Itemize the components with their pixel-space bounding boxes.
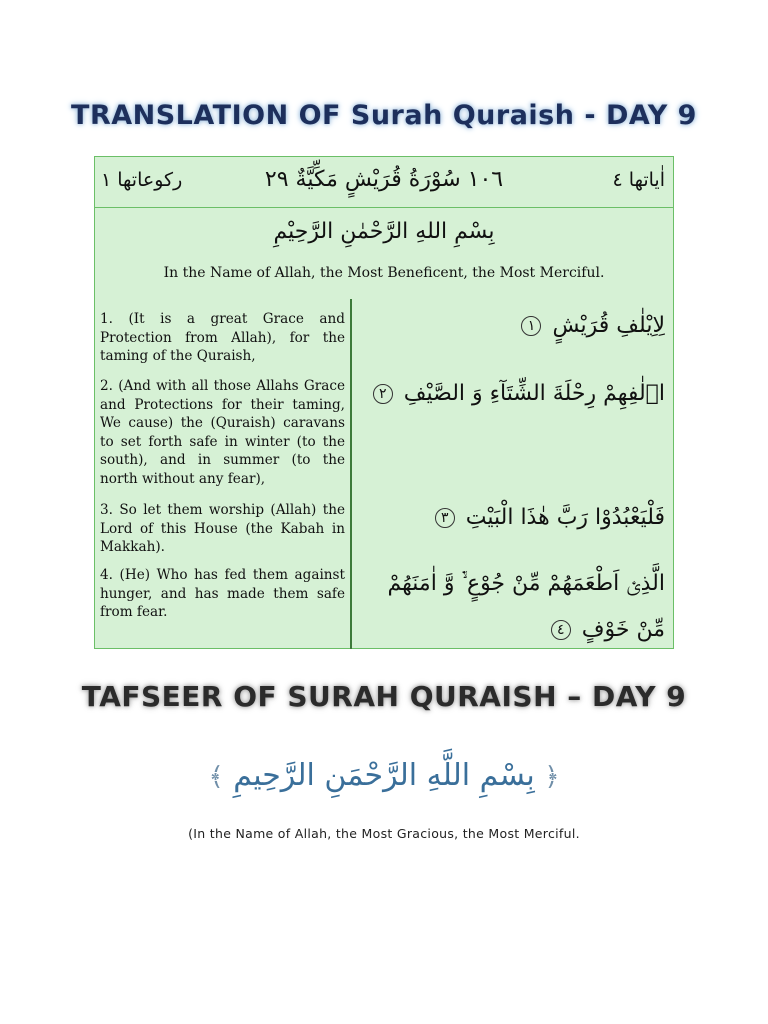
column-divider bbox=[350, 299, 352, 649]
surah-title-arabic: ١٠٦ سُوْرَةُ قُرَيْشٍ مَكِّيَّةٌ ٢٩ bbox=[264, 167, 504, 192]
verse-4-translation: 4. (He) Who has fed them against hunger, and has made them safe from fear. bbox=[100, 567, 345, 620]
verse-4-number: ٤ bbox=[551, 620, 571, 640]
verse-3-number: ٣ bbox=[435, 508, 455, 528]
verse-3-arabic bbox=[353, 501, 665, 535]
verse-3-translation: 3. So let them worship (Allah) the Lord of this House (the Kabah in Makkah). bbox=[100, 502, 345, 555]
verse-1-text: لِاِيْلٰفِ قُرَيْشٍ bbox=[552, 313, 665, 338]
tafseer-heading: TAFSEER OF SURAH QURAISH – DAY 9 bbox=[81, 680, 687, 713]
bismillah-large-text: بِسْمِ اللَّهِ الرَّحْمَنِ الرَّحِيمِ bbox=[233, 758, 535, 793]
rukus-count: ركوعاتها ١ bbox=[101, 169, 183, 191]
bismillah-caption: (In the Name of Allah, the Most Gracious, the Most Merciful. bbox=[188, 826, 580, 841]
verse-2-number: ٢ bbox=[373, 384, 393, 404]
verse-4-arabic bbox=[353, 561, 665, 653]
bismillah-arabic: بِسْمِ اللهِ الرَّحْمٰنِ الرَّحِيْمِ bbox=[273, 219, 495, 244]
bismillah-translation: In the Name of Allah, the Most Beneficent, the Most Merciful. bbox=[163, 265, 605, 281]
verse-2-arabic bbox=[353, 377, 665, 411]
verse-4-text: الَّذِیْۤ اَطْعَمَهُمْ مِّنْ جُوْعٍ ۙ۬ وَّ اٰمَنَهُمْ مِّنْ خَوْفٍ bbox=[387, 571, 665, 642]
surah-header bbox=[95, 157, 673, 208]
ornament-left-icon: ﴾ bbox=[208, 762, 224, 792]
translation-panel bbox=[94, 156, 674, 649]
translation-heading: TRANSLATION OF Surah Quraish - DAY 9 bbox=[71, 100, 697, 131]
ayat-count: اٰياتها ٤ bbox=[612, 169, 665, 191]
verse-1-arabic bbox=[353, 309, 665, 343]
verse-2-translation: 2. (And with all those Allahs Grace and Protections for their taming, We cause) the (Quraish) caravans to set forth safe in winter (to the south), and in summer (to the north without any fear), bbox=[100, 378, 345, 487]
verse-1-translation: 1. (It is a great Grace and Protection from Allah), for the taming of the Quraish, bbox=[100, 311, 345, 364]
bismillah-calligraphy bbox=[0, 758, 768, 793]
verse-2-text: اٖلٰفِهِمْ رِحْلَةَ الشِّتَآءِ وَ الصَّيْفِ bbox=[403, 381, 665, 406]
verse-1-number: ١ bbox=[521, 316, 541, 336]
verse-3-text: فَلْيَعْبُدُوْا رَبَّ هٰذَا الْبَيْتِ bbox=[465, 505, 665, 530]
ornament-right-icon: ﴿ bbox=[544, 762, 560, 792]
